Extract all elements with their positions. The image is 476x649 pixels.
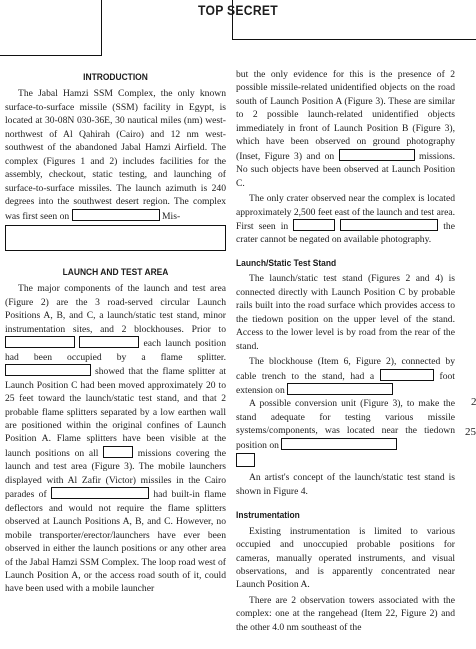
redaction-block-small bbox=[236, 453, 255, 467]
launch-text-1: The major components of the launch and test area (Figure 2) are the 3 road-served circular Launch Positions A, B, and C, a launch/static test stand, minor instrumentation sites, and 2 blockhouses. Prior to bbox=[5, 283, 226, 335]
redaction-block bbox=[5, 225, 226, 251]
classification-banner: TOP SECRET bbox=[198, 3, 278, 18]
right-column bbox=[236, 68, 455, 634]
intro-paragraph bbox=[5, 87, 226, 223]
launch-static-test-stand-heading: Launch/Static Test Stand bbox=[236, 256, 337, 268]
stand-paragraph-4: An artist's concept of the launch/static test stand is shown in Figure 4. bbox=[236, 472, 455, 497]
launch-text-5: had built-in flame deflectors and would not require the flame splitters observed at Launch Positions A, B, and C. However, no mobile transporter/erector/launchers have ever been observed in either the launch positions or any other area of the Jabal Hamzi SSM Complex. The loop road west of Launch Position A, or the access road south of it, could have been used with a mobile launcher bbox=[5, 489, 226, 595]
redaction-inline bbox=[339, 149, 415, 161]
continuation-paragraph bbox=[236, 68, 455, 190]
left-column bbox=[5, 70, 226, 596]
instrumentation-paragraph-2: There are 2 observation towers associated with the complex: one at the rangehead (Item 22, Figure 2) and the other 4.0 nm southeast of the bbox=[236, 594, 455, 633]
margin-mark-2: 2 bbox=[471, 396, 476, 408]
redaction-inline bbox=[103, 446, 133, 458]
introduction-heading: INTRODUCTION bbox=[83, 71, 148, 82]
cont-text-2: missions. No such objects have been observed at Launch Position C. bbox=[236, 150, 455, 189]
intro-text-1: The Jabal Hamzi SSM Complex, the only known surface-to-surface missile (SSM) facility in Egypt, is located at 30-08N 030-36E, 30 nautical miles (nm) west-northwest of Al Qahirah (Cairo) and 12 nm west-southwest of the abandoned Jabal Hamzi Airfield. The complex (Figures 1 and 2) includes facilities for the assembly, checkout, static testing, and launching of surface-to-surface missiles. The launch azimuth is 240 degrees into the southwest desert region. The complex was first seen on bbox=[5, 88, 226, 222]
stand-paragraph-2 bbox=[236, 355, 455, 397]
redaction-inline bbox=[79, 336, 139, 348]
stand-text-3: A possible conversion unit (Figure 3), to make the stand adequate for testing various missile systems/components, was located near the tiedown position on bbox=[236, 398, 455, 451]
launch-text-2: each launch position had been occupied by a flame splitter. bbox=[5, 338, 226, 363]
intro-text-2: Mis- bbox=[162, 210, 181, 222]
launch-paragraph bbox=[5, 282, 226, 595]
launch-test-area-heading: LAUNCH AND TEST AREA bbox=[62, 265, 169, 277]
redaction-inline bbox=[72, 209, 160, 221]
crater-text-2: the crater cannot be negated on available photography. bbox=[236, 220, 455, 246]
launch-text-4: missions covering the launch and test area (Figure 3). The mobile launchers displayed with Al Zafir (Victor) missiles in the Cairo parades of bbox=[5, 447, 226, 501]
crater-text-1: The only crater observed near the complex is located approximately 2,500 feet east of the launch and test area. First seen in bbox=[236, 193, 455, 232]
stand-text-2: foot extension on bbox=[236, 370, 455, 396]
redaction-inline bbox=[340, 219, 438, 231]
instrumentation-paragraph-1: Existing instrumentation is limited to various occupied and unoccupied probable positions for cameras, manually operated instruments, and visual observations, and is apparently concentrated near Launch Position A. bbox=[236, 525, 455, 591]
redaction-inline bbox=[5, 364, 91, 376]
redaction-inline bbox=[281, 438, 397, 450]
launch-text-3: showed that the flame splitter at Launch Position C had been moved approximately 20 to 25 feet toward the launch/static test stand, and that 2 probable flame splitters separated by a low earthen wall are positioned within the original confines of Launch Position A. Flame splitters have been visible at the launch positions on all bbox=[5, 366, 226, 459]
redaction-inline bbox=[287, 383, 393, 395]
cont-text-1: but the only evidence for this is the presence of 2 possible missile-related unidentified objects on the road south of Launch Position A (Figure 3). These are similar to 2 possible launch-related unidentified objects immediately in front of Launch Position B (Figure 3), which have been observed on ground photography (Inset, Figure 3) and on bbox=[236, 69, 455, 162]
redaction-inline bbox=[293, 219, 335, 231]
stand-paragraph-1: The launch/static test stand (Figures 2 and 4) is connected directly with Launch Position C by probable rails built into the road surface which provides access to the tiedown position on the upper level of the stand. Access to the lower level is by road from the rear of the stand. bbox=[236, 273, 455, 352]
redaction-inline bbox=[51, 487, 149, 499]
redaction-inline bbox=[5, 336, 75, 348]
crater-paragraph bbox=[236, 192, 455, 247]
instrumentation-heading: Instrumentation bbox=[236, 509, 300, 521]
stand-text-1: The blockhouse (Item 6, Figure 2), connected by cable trench to the stand, had a bbox=[236, 356, 455, 382]
margin-mark-25: 25 bbox=[465, 426, 476, 438]
stand-paragraph-3 bbox=[236, 397, 455, 452]
redaction-inline bbox=[380, 369, 434, 381]
